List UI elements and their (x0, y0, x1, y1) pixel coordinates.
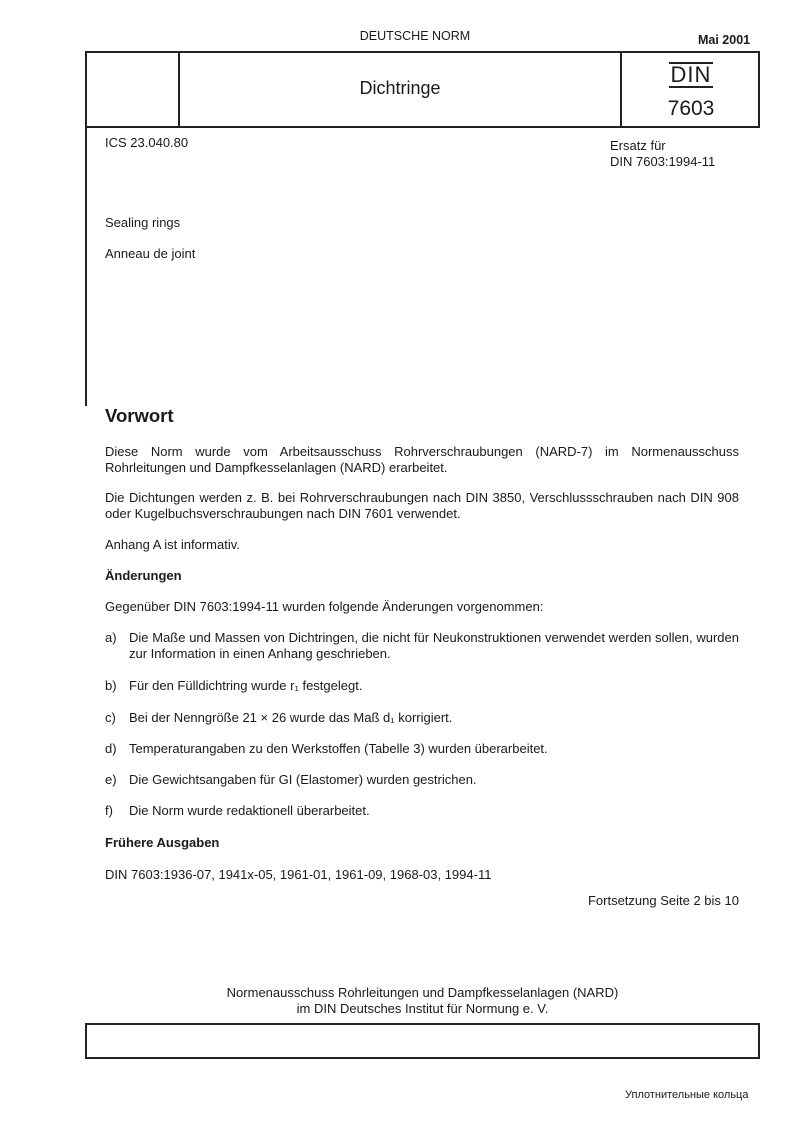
publisher-line-1: Normenausschuss Rohrleitungen und Dampfkesselanlagen (NARD) (226, 985, 619, 1000)
change-item (105, 741, 739, 757)
change-item-letter: c) (105, 710, 116, 725)
change-item-text: Temperaturangaben zu den Werkstoffen (Tabelle 3) wurden überarbeitet. (129, 741, 548, 756)
changes-heading: Änderungen (105, 568, 182, 583)
title-french: Anneau de joint (105, 246, 196, 261)
continuation-note: Fortsetzung Seite 2 bis 10 (587, 893, 739, 908)
din-logo-text: DIN (670, 62, 712, 87)
change-item (105, 630, 739, 664)
change-item-letter: d) (105, 741, 117, 756)
change-item (105, 710, 739, 726)
previous-editions-heading: Frühere Ausgaben (105, 835, 220, 850)
issue-date: Mai 2001 (698, 33, 751, 47)
change-item-letter: f) (105, 803, 113, 818)
change-item-text: Bei der Nenngröße 21 × 26 wurde das Maß d₁ korrigiert. (129, 710, 453, 725)
change-item-text: Für den Fülldichtring wurde r₁ festgelegt. (129, 678, 363, 693)
publisher-line-2: im DIN Deutsches Institut für Normung e. V. (296, 1001, 549, 1016)
foreword-paragraph-2: Die Dichtungen werden z. B. bei Rohrverschraubungen nach DIN 3850, Verschlussschrauben nach DIN 908 oder Kugelbuchsverschraubungen nach DIN 7601 verwendet. (105, 490, 739, 521)
change-item-letter: b) (105, 678, 117, 693)
ics-code: ICS 23.040.80 (105, 135, 189, 150)
din-number: 7603 (667, 97, 715, 120)
title-english: Sealing rings (105, 215, 181, 230)
change-item (105, 772, 739, 788)
replaces-value: DIN 7603:1994-11 (610, 154, 716, 169)
change-item-letter: a) (105, 630, 117, 645)
change-item (105, 803, 739, 819)
russian-title-note: Уплотнительные кольца (625, 1089, 749, 1101)
change-item-text: Die Maße und Massen von Dichtringen, die nicht für Neukonstruktionen verwendet werden sollen, wurden zur Information in einen Anhang geschrieben. (129, 630, 739, 661)
previous-editions-text: DIN 7603:1936-07, 1941x-05, 1961-01, 1961-09, 1968-03, 1994-11 (105, 867, 492, 882)
changes-intro: Gegenüber DIN 7603:1994-11 wurden folgende Änderungen vorgenommen: (105, 599, 544, 614)
frame-left-rule (85, 128, 87, 406)
din-logo (622, 62, 760, 88)
replaces-label: Ersatz für (610, 138, 666, 153)
publisher-block (85, 985, 760, 1017)
change-item-text: Die Norm wurde redaktionell überarbeitet. (129, 803, 370, 818)
norm-type-label: DEUTSCHE NORM (359, 29, 471, 43)
change-item-text: Die Gewichtsangaben für GI (Elastomer) wurden gestrichen. (129, 772, 477, 787)
change-item-letter: e) (105, 772, 117, 787)
bottom-frame (85, 1023, 760, 1059)
foreword-paragraph-1: Diese Norm wurde vom Arbeitsausschuss Rohrverschraubungen (NARD-7) im Normenausschuss Rohrleitungen und Dampfkesselanlagen (NARD) erarbeitet. (105, 444, 739, 475)
foreword-heading: Vorwort (105, 405, 174, 426)
foreword-paragraph-3: Anhang A ist informativ. (105, 537, 240, 552)
document-title: Dichtringe (359, 78, 441, 98)
change-item (105, 678, 739, 694)
